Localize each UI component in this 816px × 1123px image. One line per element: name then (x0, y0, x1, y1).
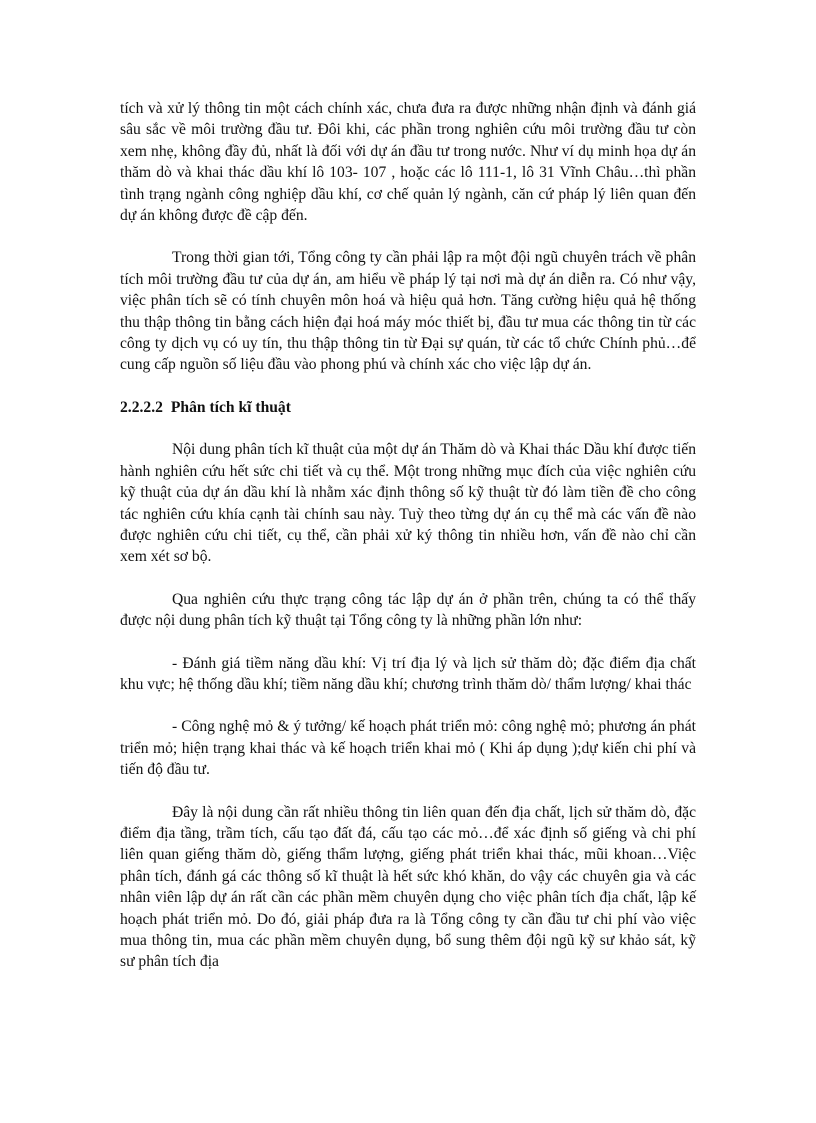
section-number: 2.2.2.2 (120, 398, 163, 416)
paragraph-continued: tích và xử lý thông tin một cách chính xác, chưa đưa ra được những nhận định và đánh giá sâu sắc về môi trường đầu tư. Đôi khi, các phần trong nghiên cứu môi trường đầu tư còn xem nhẹ, không đầy đủ, nhất là đối với dự án đầu tư trong nước. Như ví dụ minh họa dự án thăm dò và khai thác dầu khí lô 103- 107 , hoặc các lô 111-1, lô 31 Vĩnh Châu…thì phần tình trạng ngành công nghiệp dầu khí, cơ chế quản lý ngành, căn cứ pháp lý liên quan đến dự án không được đề cập đến. (120, 100, 696, 225)
paragraph-technical-analysis: Nội dung phân tích kĩ thuật của một dự án Thăm dò và Khai thác Dầu khí được tiến hành nghiên cứu hết sức chi tiết và cụ thể. Một trong những mục đích của việc nghiên cứu kỹ thuật của dự án dầu khí là nhằm xác định thông số kỹ thuật từ đó làm tiền đề cho công tác nghiên cứu khía cạnh tài chính sau này. Tuỳ theo từng dự án cụ thể mà các vấn đề nào được nghiên cứu chi tiết, cụ thể, cần phải xử ký thông tin nhiều hơn, vấn đề nào chỉ cần xem xét sơ bộ. (120, 441, 696, 566)
paragraph-geology-information: Đây là nội dung cần rất nhiều thông tin liên quan đến địa chất, lịch sử thăm dò, đặc điểm địa tầng, trầm tích, cấu tạo đất đá, cấu tạo các mỏ…để xác định số giếng và chi phí liên quan giếng thăm dò, giếng thẩm lượng, giếng phát triển khai thác, mũi khoan…Việc phân tích, đánh gá các thông số kĩ thuật là hết sức khó khăn, do vậy các chuyên gia và các nhân viên lập dự án rất cần các phần mềm chuyên dụng cho việc phân tích địa chất, lập kế hoạch phát triển mỏ. Do đó, giải pháp đưa ra là Tổng công ty cần đầu tư chi phí vào việc mua thông tin, mua các phần mềm chuyên dụng, bổ sung thêm đội ngũ kỹ sư khảo sát, kỹ sư phân tích địa (120, 803, 696, 971)
paragraph-research-findings: Qua nghiên cứu thực trạng công tác lập dự án ở phần trên, chúng ta có thể thấy được nội dung phân tích kỹ thuật tại Tổng công ty là những phần lớn như: (120, 590, 696, 630)
section-heading (120, 397, 696, 418)
section-title: Phân tích kĩ thuật (170, 398, 291, 416)
list-item-mine-technology: - Công nghệ mỏ & ý tưởng/ kế hoạch phát triển mỏ: công nghệ mỏ; phương án phát triển mỏ; hiện trạng khai thác và kế hoạch triển khai mỏ ( Khi áp dụng );dự kiến chi phí và tiến độ đầu tư. (120, 718, 696, 779)
list-item-potential-assessment: - Đánh giá tiềm năng dầu khí: Vị trí địa lý và lịch sử thăm dò; đặc điểm địa chất khu vực; hệ thống dầu khí; tiềm năng dầu khí; chương trình thăm dò/ thẩm lượng/ khai thác (120, 654, 696, 693)
paragraph-investment-team: Trong thời gian tới, Tổng công ty cần phải lập ra một đội ngũ chuyên trách về phân tích môi trường đầu tư của dự án, am hiểu về pháp lý tại nơi mà dự án diễn ra. Có như vậy, việc phân tích sẽ có tính chuyên môn hoá và hiệu quả hơn. Tăng cường hiệu quả hệ thống thu thập thông tin bằng cách hiện đại hoá máy móc thiết bị, đầu tư mua các thông tin từ các công ty dịch vụ có uy tín, thu thập thông tin từ Đại sự quán, từ các tổ chức Chính phủ…để cung cấp nguồn số liệu đầu vào phong phú và chính xác cho việc lập dự án. (120, 249, 696, 374)
document-body (120, 98, 696, 973)
